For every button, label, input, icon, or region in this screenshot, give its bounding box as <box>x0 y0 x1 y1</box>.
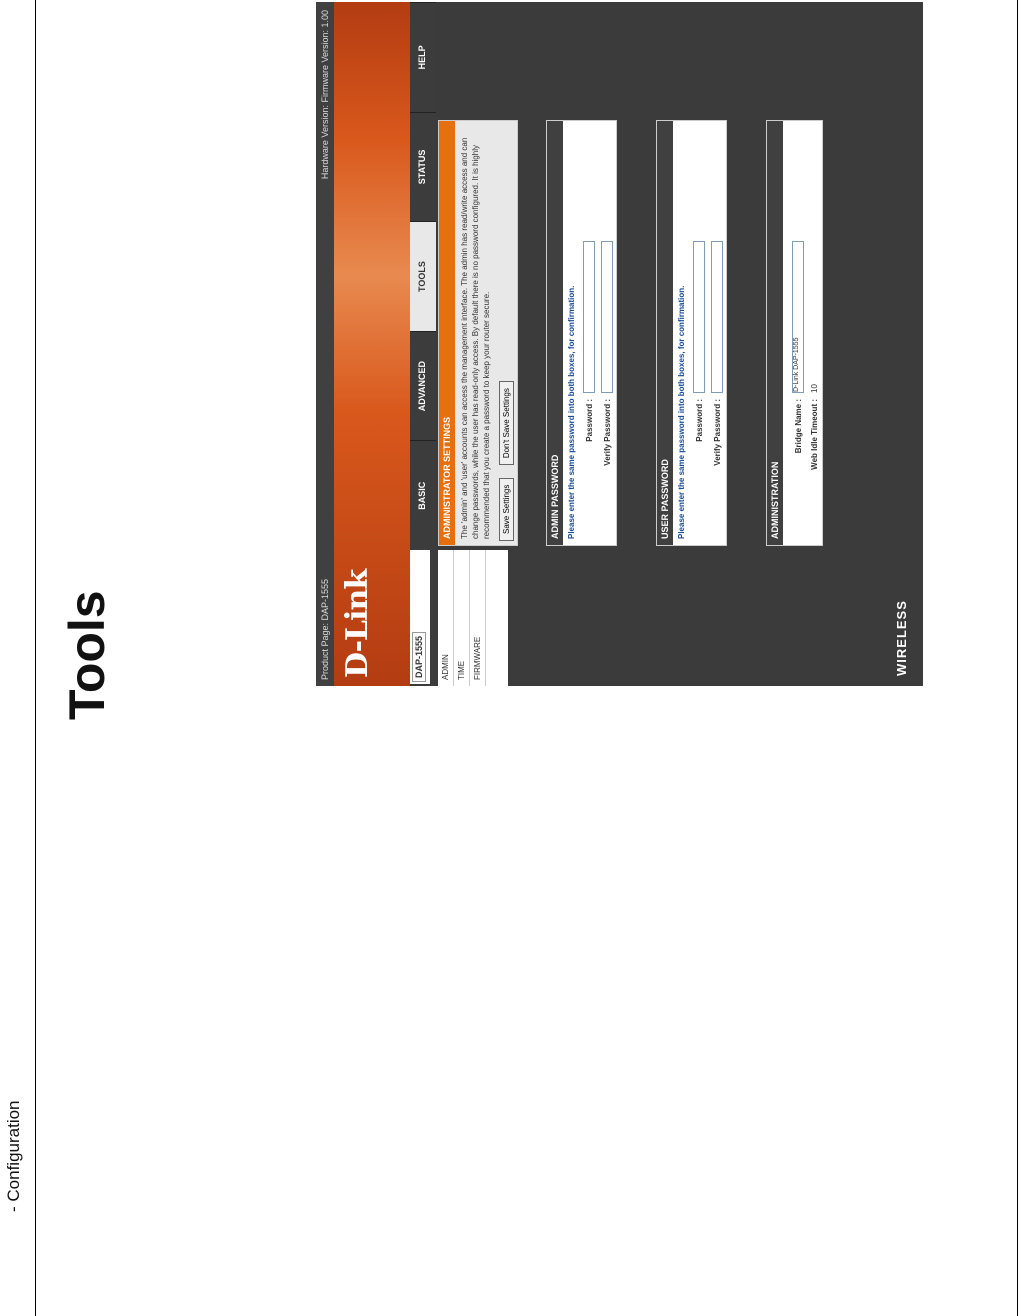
tab-help[interactable]: HELP <box>410 2 436 112</box>
administration-box <box>766 120 823 546</box>
user-verify-label: Verify Password : <box>712 399 722 466</box>
admin-settings-title: ADMINISTRATOR SETTINGS <box>439 121 455 545</box>
version-text: Hardware Version: Firmware Version: 1.00 <box>320 10 330 180</box>
sidebar-item-firmware[interactable]: FIRMWARE <box>470 550 486 686</box>
user-password-input[interactable] <box>693 241 705 393</box>
bridge-name-input[interactable]: D-Link DAP-1555 <box>792 241 804 393</box>
admin-settings-text: The 'admin' and 'user' accounts can access the management interface. The admin has read/write access and can change passwords, while the user has read-only access. By default there is no password configured. It is highly recommended that you create a password to keep your router secure. <box>460 137 491 539</box>
nav-tabs <box>410 2 436 550</box>
tab-status[interactable]: STATUS <box>410 112 436 222</box>
header-bar <box>316 2 334 686</box>
dlink-logo: D-Link <box>340 569 375 678</box>
admin-password-label: Password : <box>584 399 594 442</box>
right-rule <box>1017 0 1018 1316</box>
administration-title: ADMINISTRATION <box>767 121 783 545</box>
user-password-title: USER PASSWORD <box>657 121 673 545</box>
sidebar-item-time[interactable]: TIME <box>454 550 470 686</box>
admin-settings-box <box>438 120 518 546</box>
bridge-name-label: Bridge Name : <box>793 399 803 454</box>
tab-basic[interactable]: BASIC <box>410 440 436 550</box>
left-rule <box>35 0 36 1316</box>
admin-password-box <box>546 120 617 546</box>
wireless-brand: WIRELESS <box>894 600 909 676</box>
admin-password-input[interactable] <box>583 241 595 393</box>
save-settings-button[interactable]: Save Settings <box>499 478 514 541</box>
model-label: DAP-1555 <box>412 632 426 682</box>
user-password-label: Password : <box>694 399 704 442</box>
admin-verify-input[interactable] <box>601 241 613 393</box>
user-password-hint: Please enter the same password into both boxes, for confirmation. <box>677 285 686 539</box>
section-label: - Configuration <box>4 1100 23 1212</box>
main-content <box>438 118 923 550</box>
admin-verify-label: Verify Password : <box>602 399 612 466</box>
sidebar-item-admin[interactable]: ADMIN <box>438 550 454 686</box>
tab-tools[interactable]: TOOLS <box>410 221 436 331</box>
router-screenshot <box>316 2 923 686</box>
user-verify-input[interactable] <box>711 241 723 393</box>
sidebar <box>430 550 923 686</box>
user-password-box <box>656 120 727 546</box>
dont-save-settings-button[interactable]: Don't Save Settings <box>499 381 514 465</box>
product-page-text: Product Page: DAP-1555 <box>320 578 330 680</box>
tab-advanced[interactable]: ADVANCED <box>410 331 436 441</box>
page-title: Tools <box>59 590 115 720</box>
web-idle-timeout-value[interactable]: 10 <box>810 384 819 393</box>
web-idle-timeout-label: Web Idle Timeout : <box>810 399 819 470</box>
sidebar-top <box>438 550 508 686</box>
admin-password-title: ADMIN PASSWORD <box>547 121 563 545</box>
admin-password-hint: Please enter the same password into both boxes, for confirmation. <box>567 285 576 539</box>
